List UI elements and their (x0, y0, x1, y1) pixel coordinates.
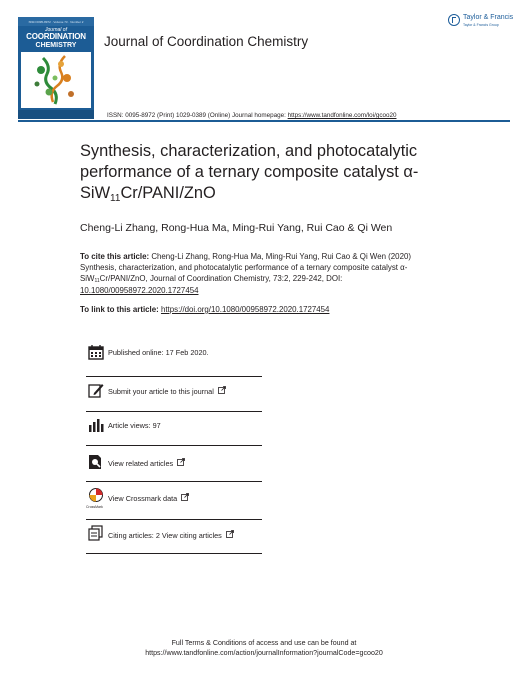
related-articles-link[interactable]: View related articles (108, 458, 185, 468)
row-divider (86, 376, 262, 377)
citing-articles-icon (88, 525, 104, 541)
cover-title-line2: CHEMISTRY (35, 42, 77, 49)
crossmark-icon (88, 488, 104, 504)
calendar-icon (88, 344, 104, 360)
taylor-francis-logo-icon (448, 14, 460, 26)
publisher-name: Taylor & Francis (463, 14, 514, 21)
article-views-row (86, 415, 262, 449)
link-label: To link to this article: (80, 305, 161, 314)
page-footer (0, 638, 528, 658)
crossmark-link[interactable]: View Crossmark data (108, 493, 189, 503)
row-divider (86, 411, 262, 412)
cover-journal-of: Journal of (45, 27, 67, 33)
cover-title-line1: COORDINATION (26, 32, 86, 41)
submit-article-link[interactable]: Submit your article to this journal (108, 386, 226, 396)
molecule-illustration (21, 52, 91, 108)
article-title-part1: Synthesis, characterization, and photocatalytic performance of a ternary composite catalyst α-SiW (80, 142, 419, 202)
citation-doi-link[interactable]: 10.1080/00958972.2020.1727454 (80, 286, 199, 296)
issn-text: ISSN: 0095-8972 (Print) 1029-0389 (Online) Journal homepage: (107, 112, 288, 119)
external-link-icon (226, 530, 234, 538)
citation-block (80, 252, 440, 297)
article-title-subscript: 11 (110, 193, 121, 204)
bar-chart-icon (88, 417, 104, 433)
issn-line (107, 112, 396, 119)
citation-text-part1: Cheng-Li Zhang, Rong-Hua Ma, Ming-Rui Yang, Rui Cao & Qi Wen (2020) Synthesis, characterization, and photocatalytic performance of a ternary composite catalyst α-SiW (80, 252, 411, 283)
citation-label: To cite this article: (80, 252, 150, 261)
submit-article-row[interactable] (86, 380, 262, 414)
external-link-icon (218, 386, 226, 394)
footer-terms-text: Full Terms & Conditions of access and use can be found at (171, 639, 357, 647)
search-document-icon (88, 454, 104, 470)
published-online-text: Published online: 17 Feb 2020. (108, 348, 209, 357)
cover-bottom-band (18, 110, 94, 119)
crossmark-icon-caption: CrossMark (86, 505, 103, 509)
external-link-icon (181, 493, 189, 501)
citation-subscript: 11 (94, 277, 100, 284)
journal-cover (18, 17, 94, 119)
journal-title: Journal of Coordination Chemistry (104, 34, 309, 49)
crossmark-row[interactable] (86, 487, 262, 521)
article-title-part2: Cr/PANI/ZnO (120, 184, 216, 202)
row-divider (86, 445, 262, 446)
row-divider (86, 553, 262, 554)
citation-text-part2: Cr/PANI/ZnO, Journal of Coordination Chemistry, 73:2, 229-242, DOI: (99, 273, 343, 283)
journal-homepage-link[interactable]: https://www.tandfonline.com/loi/gcoo20 (287, 112, 397, 119)
publisher-logo (448, 13, 518, 33)
citing-articles-link[interactable]: Citing articles: 2 View citing articles (108, 530, 234, 540)
published-online-row (86, 343, 262, 377)
article-doi-link[interactable]: https://doi.org/10.1080/00958972.2020.1727454 (160, 305, 330, 314)
publisher-tagline: Taylor & Francis Group (463, 23, 499, 27)
footer-terms-link[interactable]: https://www.tandfonline.com/action/journalInformation?journalCode=gcoo20 (145, 649, 383, 657)
row-divider (86, 519, 262, 520)
article-views-text: Article views: 97 (108, 421, 161, 430)
external-link-icon (177, 458, 185, 466)
header-divider (18, 120, 510, 122)
edit-icon (88, 382, 104, 398)
cover-artwork (21, 52, 91, 108)
row-divider (86, 481, 262, 482)
cover-issn-text: ISSN 0095-8972 · Volume 73 · Number 2 (28, 20, 84, 24)
article-authors: Cheng-Li Zhang, Rong-Hua Ma, Ming-Rui Yang, Rui Cao & Qi Wen (80, 222, 393, 234)
article-link-line (80, 305, 329, 314)
article-title (80, 141, 460, 209)
